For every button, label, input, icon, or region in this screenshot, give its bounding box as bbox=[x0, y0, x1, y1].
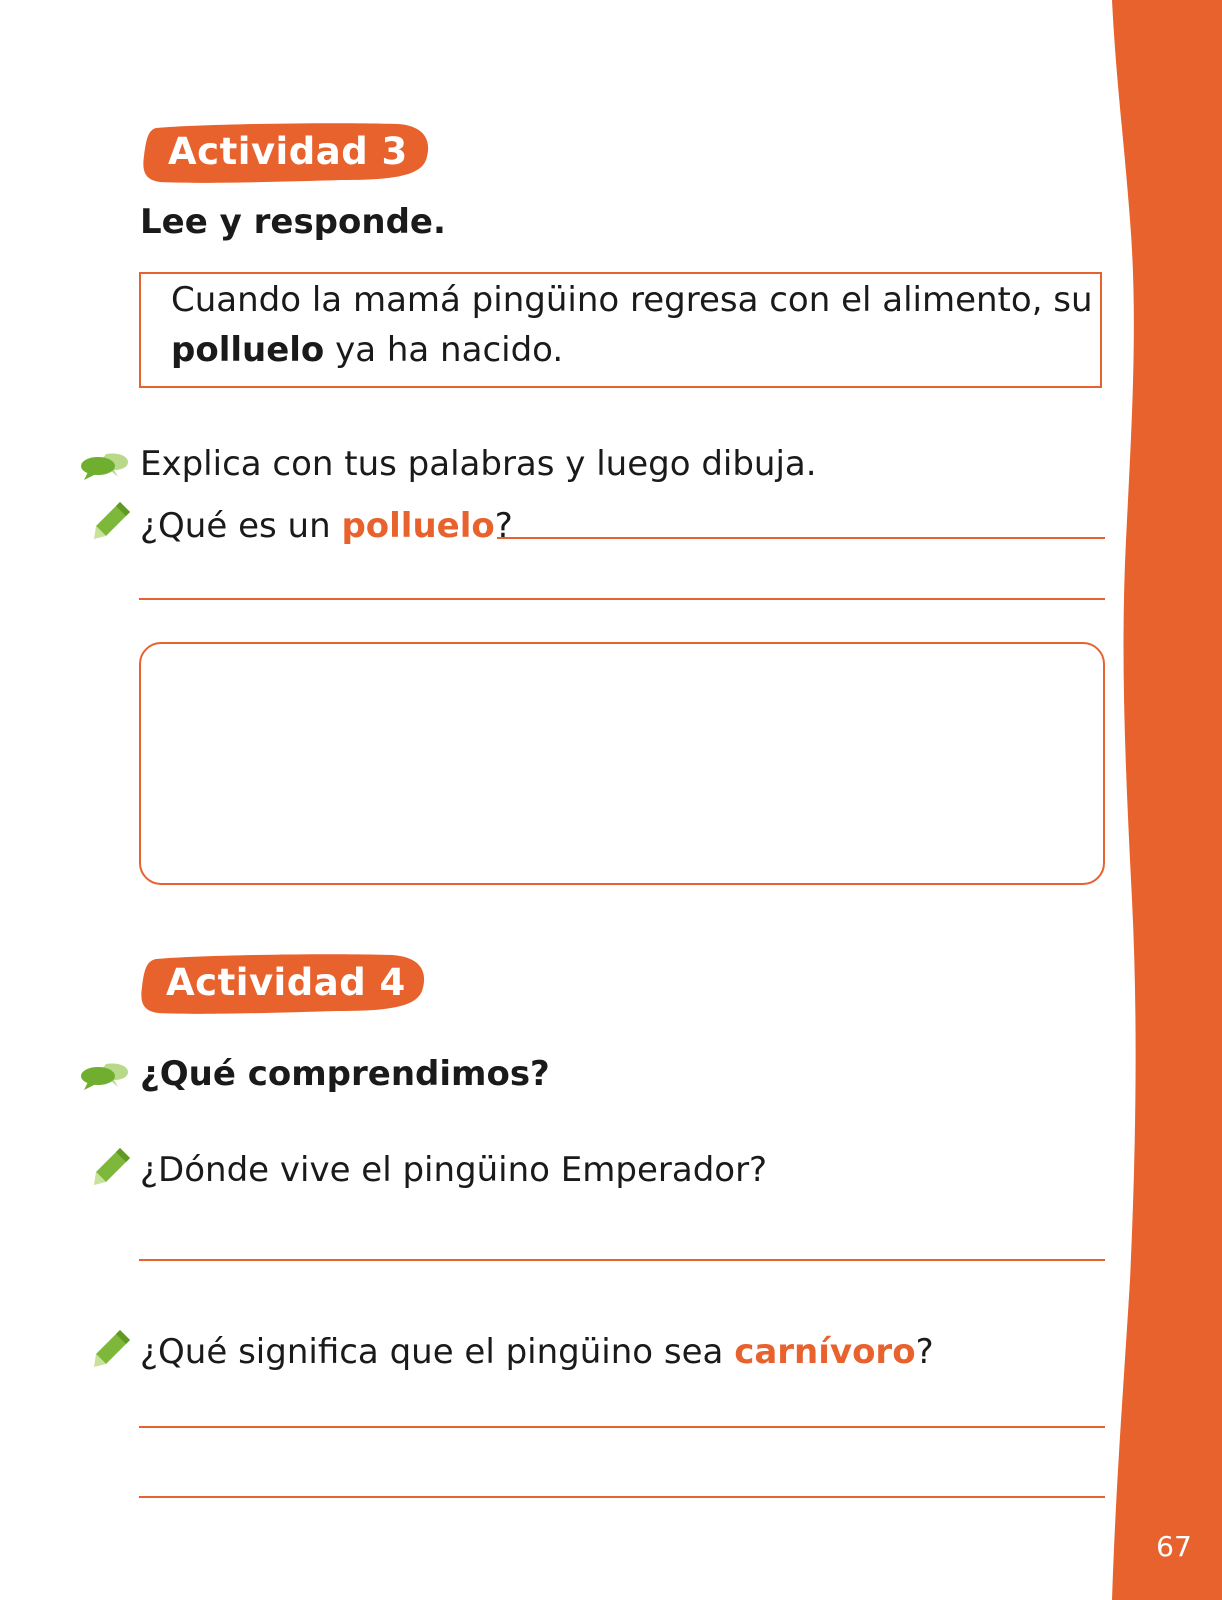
activity-3-title: Actividad 3 bbox=[168, 130, 408, 173]
activity-3-badge bbox=[142, 120, 432, 186]
answer-line[interactable] bbox=[139, 598, 1105, 600]
question-text-after: ? bbox=[915, 1332, 934, 1372]
side-decoration-band bbox=[1112, 0, 1222, 1600]
answer-line[interactable] bbox=[497, 537, 1105, 539]
activity-4-question-1: ¿Dónde vive el pingüino Emperador? bbox=[140, 1150, 768, 1190]
pencil-icon bbox=[92, 1146, 132, 1186]
question-text-before: ¿Qué es un bbox=[140, 506, 342, 546]
question-keyword: polluelo bbox=[341, 506, 495, 546]
activity-3-question bbox=[140, 506, 513, 546]
activity-3-instruction: Lee y responde. bbox=[140, 202, 446, 242]
answer-line[interactable] bbox=[139, 1259, 1105, 1261]
question-text-before: ¿Qué significa que el pingüino sea bbox=[140, 1332, 735, 1372]
reading-keyword: polluelo bbox=[171, 330, 325, 370]
speech-bubbles-icon bbox=[80, 1060, 130, 1092]
question-text-after: ? bbox=[494, 506, 513, 546]
answer-line[interactable] bbox=[139, 1426, 1105, 1428]
page-number: 67 bbox=[1156, 1530, 1192, 1563]
activity-4-heading: ¿Qué comprendimos? bbox=[140, 1054, 550, 1094]
reading-box bbox=[139, 272, 1102, 388]
pencil-icon bbox=[92, 1328, 132, 1368]
pencil-icon bbox=[92, 500, 132, 540]
speech-bubbles-icon bbox=[80, 450, 130, 482]
reading-line-2 bbox=[171, 330, 563, 370]
reading-line-1: Cuando la mamá pingüino regresa con el alimento, su bbox=[171, 280, 1093, 320]
activity-3-prompt: Explica con tus palabras y luego dibuja. bbox=[140, 444, 817, 484]
activity-4-question-2 bbox=[140, 1332, 934, 1372]
question-keyword: carnívoro bbox=[734, 1332, 916, 1372]
activity-4-title: Actividad 4 bbox=[166, 961, 406, 1004]
activity-4-badge bbox=[140, 951, 430, 1017]
reading-line-2-rest: ya ha nacido. bbox=[324, 330, 564, 370]
answer-line[interactable] bbox=[139, 1496, 1105, 1498]
drawing-box[interactable] bbox=[139, 642, 1105, 885]
